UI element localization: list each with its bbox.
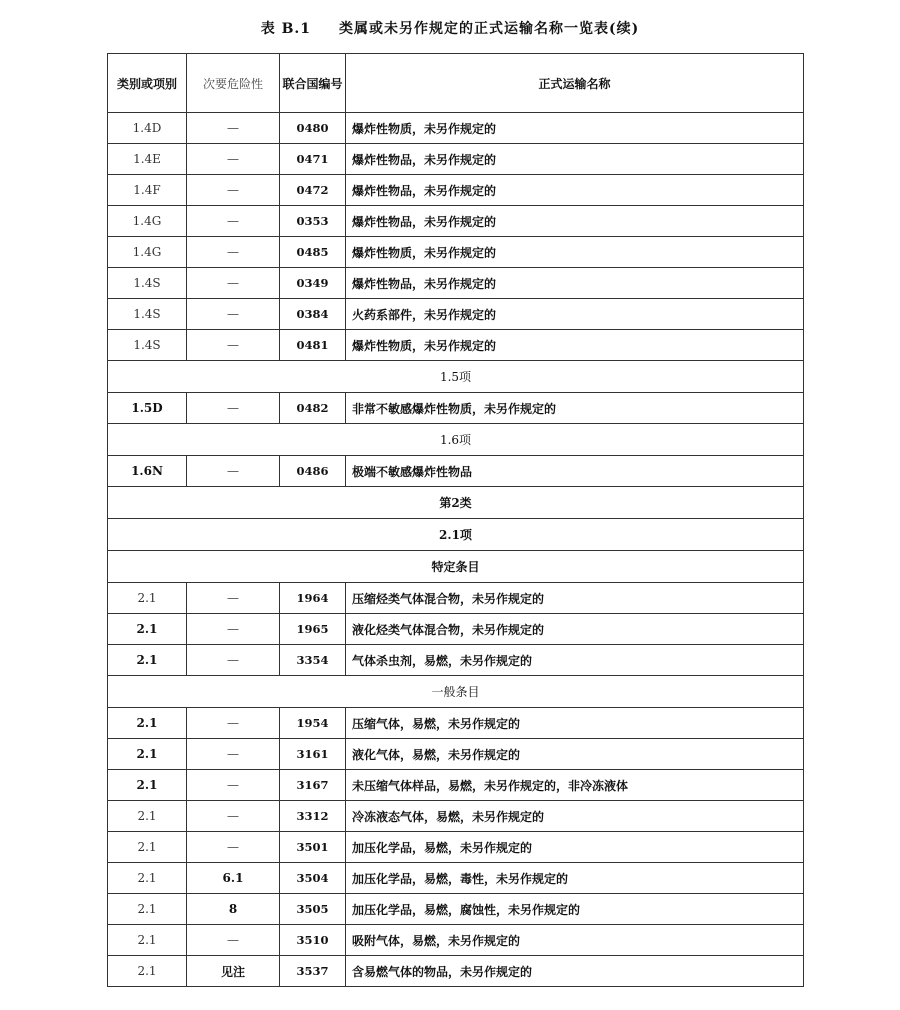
section-heading: 特定条目 [108, 551, 804, 583]
table-row [108, 206, 804, 237]
section-heading: 1.6项 [108, 424, 804, 456]
section-row [108, 519, 804, 551]
class-cell: 1.4F [108, 175, 187, 206]
header-un-number: 联合国编号 [280, 54, 346, 113]
subsidiary-risk-cell: — [187, 801, 280, 832]
subsidiary-risk-cell: 8 [187, 894, 280, 925]
table-body [108, 113, 804, 987]
un-number-cell: 0486 [280, 456, 346, 487]
shipping-name-cell: 压缩烃类气体混合物，未另作规定的 [346, 583, 804, 614]
shipping-name-cell: 含易燃气体的物品，未另作规定的 [346, 956, 804, 987]
subsidiary-risk-cell: — [187, 144, 280, 175]
subsidiary-risk-cell: — [187, 583, 280, 614]
shipping-name-cell: 加压化学品，易燃，毒性，未另作规定的 [346, 863, 804, 894]
subsidiary-risk-cell: — [187, 299, 280, 330]
shipping-name-cell: 爆炸性物质，未另作规定的 [346, 330, 804, 361]
class-cell: 2.1 [108, 894, 187, 925]
table-row [108, 894, 804, 925]
shipping-name-cell: 液化气体，易燃，未另作规定的 [346, 739, 804, 770]
class-cell: 2.1 [108, 832, 187, 863]
header-shipping-name: 正式运输名称 [346, 54, 804, 113]
shipping-name-cell: 极端不敏感爆炸性物品 [346, 456, 804, 487]
table-row [108, 832, 804, 863]
shipping-name-cell: 非常不敏感爆炸性物质，未另作规定的 [346, 393, 804, 424]
table-row [108, 956, 804, 987]
table-row [108, 614, 804, 645]
shipping-name-cell: 爆炸性物品，未另作规定的 [346, 175, 804, 206]
shipping-name-cell: 爆炸性物质，未另作规定的 [346, 237, 804, 268]
subsidiary-risk-cell: — [187, 330, 280, 361]
un-number-cell: 3312 [280, 801, 346, 832]
class-cell: 2.1 [108, 645, 187, 676]
shipping-name-cell: 加压化学品，易燃，未另作规定的 [346, 832, 804, 863]
un-number-cell: 3504 [280, 863, 346, 894]
un-number-cell: 3505 [280, 894, 346, 925]
shipping-name-cell: 液化烃类气体混合物，未另作规定的 [346, 614, 804, 645]
section-heading: 第2类 [108, 487, 804, 519]
class-cell: 1.4D [108, 113, 187, 144]
un-number-cell: 3510 [280, 925, 346, 956]
table-row [108, 175, 804, 206]
table-row [108, 144, 804, 175]
un-number-cell: 3354 [280, 645, 346, 676]
un-number-cell: 0481 [280, 330, 346, 361]
shipping-name-cell: 气体杀虫剂，易燃，未另作规定的 [346, 645, 804, 676]
class-cell: 1.6N [108, 456, 187, 487]
un-number-cell: 0482 [280, 393, 346, 424]
table-number: 表 B.1 [260, 21, 312, 37]
class-cell: 1.4S [108, 330, 187, 361]
subsidiary-risk-cell: — [187, 925, 280, 956]
class-cell: 2.1 [108, 708, 187, 739]
subsidiary-risk-cell: — [187, 645, 280, 676]
un-number-cell: 0480 [280, 113, 346, 144]
subsidiary-risk-cell: — [187, 739, 280, 770]
class-cell: 2.1 [108, 739, 187, 770]
subsidiary-risk-cell: — [187, 832, 280, 863]
class-cell: 2.1 [108, 801, 187, 832]
un-number-cell: 0485 [280, 237, 346, 268]
subsidiary-risk-cell: — [187, 770, 280, 801]
section-row [108, 361, 804, 393]
table-row [108, 863, 804, 894]
un-number-cell: 1964 [280, 583, 346, 614]
table-row [108, 393, 804, 424]
class-cell: 1.4E [108, 144, 187, 175]
section-row [108, 676, 804, 708]
section-heading: 1.5项 [108, 361, 804, 393]
class-cell: 2.1 [108, 583, 187, 614]
table-row [108, 583, 804, 614]
section-row [108, 424, 804, 456]
table-row [108, 456, 804, 487]
shipping-name-cell: 爆炸性物品，未另作规定的 [346, 268, 804, 299]
un-number-cell: 1954 [280, 708, 346, 739]
shipping-name-cell: 压缩气体，易燃，未另作规定的 [346, 708, 804, 739]
shipping-name-cell: 冷冻液态气体，易燃，未另作规定的 [346, 801, 804, 832]
un-number-cell: 3537 [280, 956, 346, 987]
subsidiary-risk-cell: — [187, 237, 280, 268]
section-heading: 一般条目 [108, 676, 804, 708]
shipping-name-cell: 爆炸性物质，未另作规定的 [346, 113, 804, 144]
class-cell: 1.4G [108, 237, 187, 268]
shipping-name-cell: 爆炸性物品，未另作规定的 [346, 206, 804, 237]
subsidiary-risk-cell: — [187, 393, 280, 424]
un-number-cell: 0349 [280, 268, 346, 299]
class-cell: 1.4S [108, 268, 187, 299]
subsidiary-risk-cell: — [187, 175, 280, 206]
table-title [0, 18, 900, 38]
section-heading: 2.1项 [108, 519, 804, 551]
un-number-cell: 3501 [280, 832, 346, 863]
table-row [108, 925, 804, 956]
class-cell: 1.5D [108, 393, 187, 424]
class-cell: 1.4G [108, 206, 187, 237]
un-number-cell: 0384 [280, 299, 346, 330]
table-row [108, 113, 804, 144]
section-row [108, 487, 804, 519]
table-caption: 类属或未另作规定的正式运输名称一览表(续) [339, 21, 640, 37]
shipping-name-cell: 爆炸性物品，未另作规定的 [346, 144, 804, 175]
table-row [108, 645, 804, 676]
shipping-name-cell: 未压缩气体样品，易燃，未另作规定的，非冷冻液体 [346, 770, 804, 801]
section-row [108, 551, 804, 583]
un-number-cell: 0471 [280, 144, 346, 175]
subsidiary-risk-cell: — [187, 113, 280, 144]
subsidiary-risk-cell: 见注 [187, 956, 280, 987]
un-number-cell: 1965 [280, 614, 346, 645]
shipping-name-cell: 加压化学品，易燃，腐蚀性，未另作规定的 [346, 894, 804, 925]
subsidiary-risk-cell: 6.1 [187, 863, 280, 894]
class-cell: 2.1 [108, 956, 187, 987]
table-row [108, 237, 804, 268]
subsidiary-risk-cell: — [187, 456, 280, 487]
shipping-names-table [107, 53, 804, 987]
table-row [108, 708, 804, 739]
un-number-cell: 3167 [280, 770, 346, 801]
subsidiary-risk-cell: — [187, 206, 280, 237]
un-number-cell: 0353 [280, 206, 346, 237]
class-cell: 1.4S [108, 299, 187, 330]
header-class: 类别或项别 [108, 54, 187, 113]
table-row [108, 299, 804, 330]
subsidiary-risk-cell: — [187, 268, 280, 299]
shipping-name-cell: 吸附气体，易燃，未另作规定的 [346, 925, 804, 956]
header-subsidiary-risk: 次要危险性 [187, 54, 280, 113]
table-row [108, 801, 804, 832]
class-cell: 2.1 [108, 925, 187, 956]
shipping-name-cell: 火药系部件，未另作规定的 [346, 299, 804, 330]
class-cell: 2.1 [108, 770, 187, 801]
header-row [108, 54, 804, 113]
class-cell: 2.1 [108, 614, 187, 645]
un-number-cell: 3161 [280, 739, 346, 770]
table-row [108, 739, 804, 770]
subsidiary-risk-cell: — [187, 708, 280, 739]
table-row [108, 330, 804, 361]
table-row [108, 770, 804, 801]
class-cell: 2.1 [108, 863, 187, 894]
subsidiary-risk-cell: — [187, 614, 280, 645]
un-number-cell: 0472 [280, 175, 346, 206]
table-row [108, 268, 804, 299]
